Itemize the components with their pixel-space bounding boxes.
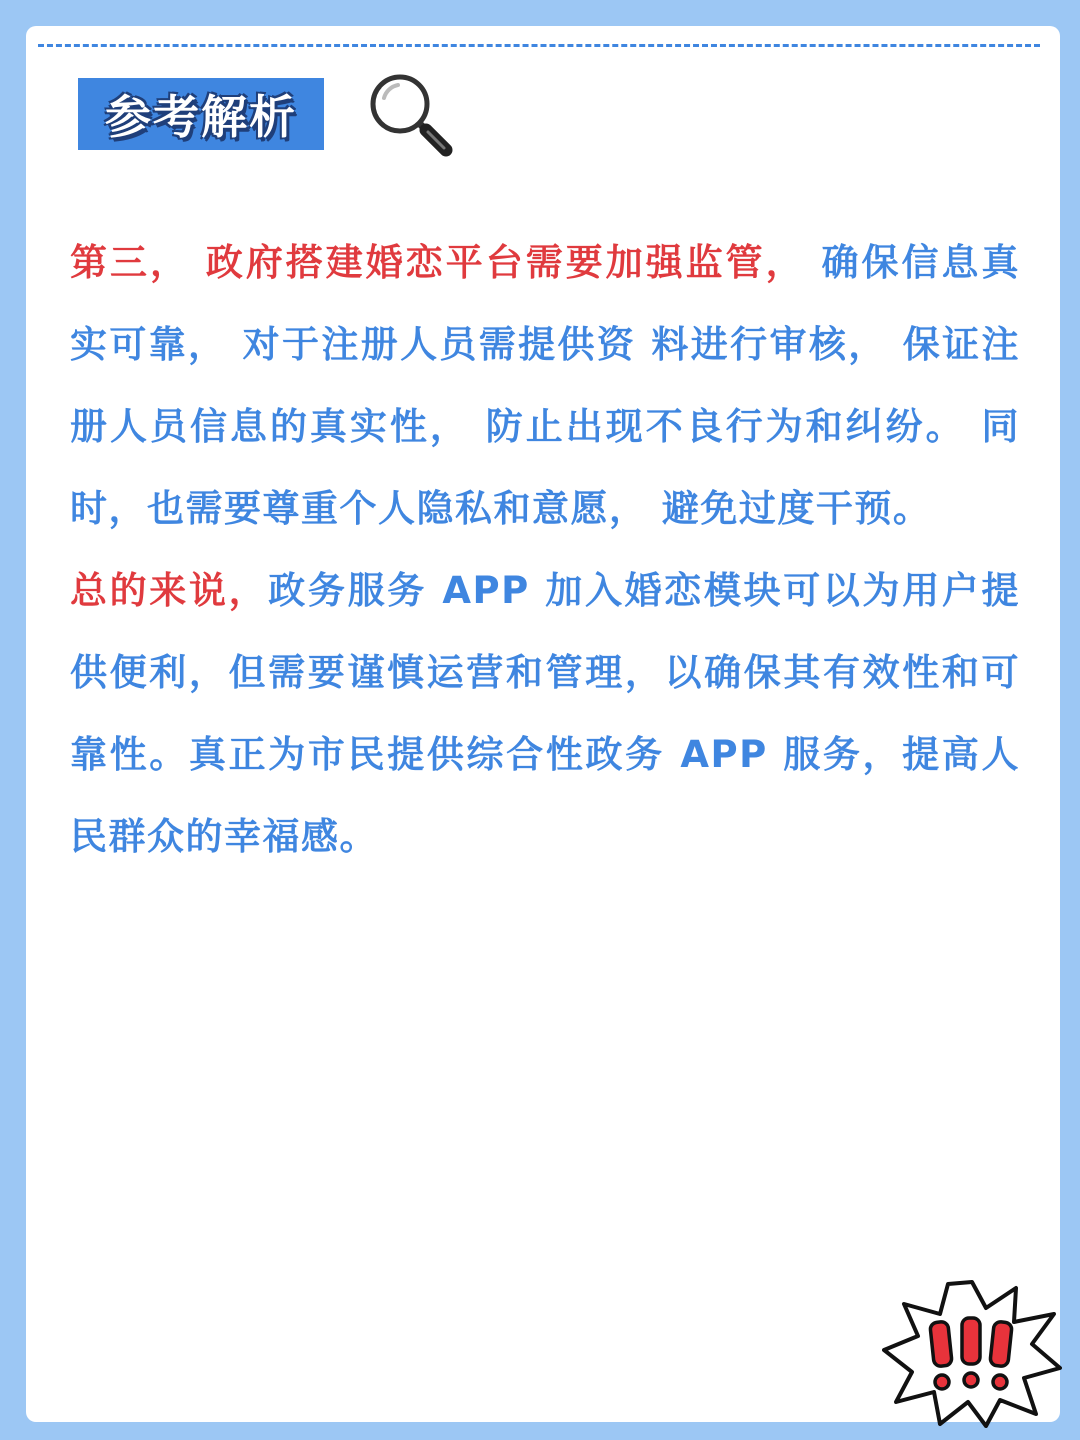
paragraph-2-lead: 总的来说，: [70, 569, 269, 612]
paragraph-2: [70, 550, 1020, 878]
content-card: [26, 26, 1060, 1422]
exclamation-burst-icon: [882, 1278, 1062, 1428]
paragraph-1-body: 确保信息真实可靠， 对于注册人员需提供资 料进行审核， 保证注册人员信息的真实性， 防止出现不良行为和纠纷。 同时，也需要尊重个人隐私和意愿， 避免过度干预。: [70, 241, 1020, 530]
paragraph-1: [70, 222, 1020, 550]
paragraph-1-lead: 第三， 政府搭建婚恋平台需要加强监管，: [70, 241, 806, 284]
page-title: 参考解析: [105, 90, 297, 144]
dashed-divider: [38, 44, 1040, 47]
article-body: [70, 222, 1020, 878]
title-badge: [78, 78, 324, 150]
paragraph-2-body: 政务服务 APP 加入婚恋模块可以为用户提供便利，但需要谨慎运营和管理，以确保其有效性和可靠性。真正为市民提供综合性政务 APP 服务，提高人民群众的幸福感。: [70, 569, 1020, 858]
magnifier-icon: [366, 70, 456, 160]
